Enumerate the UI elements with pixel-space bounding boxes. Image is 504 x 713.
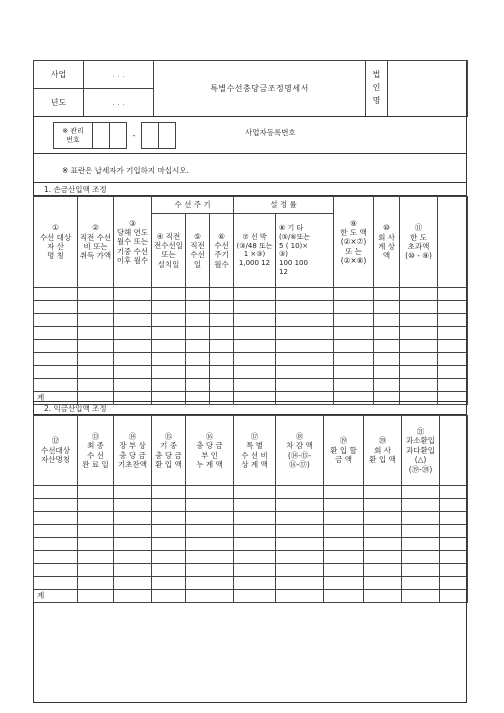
inclusion-cell[interactable] <box>364 525 402 538</box>
inclusion-cell[interactable] <box>402 577 440 590</box>
inclusion-cell[interactable] <box>78 512 114 525</box>
deduction-cell[interactable] <box>186 301 210 314</box>
year-label-top: 사업 <box>34 61 84 89</box>
deduction-cell[interactable] <box>234 379 276 392</box>
inclusion-cell[interactable] <box>324 512 364 525</box>
inclusion-cell[interactable] <box>34 538 78 551</box>
deduction-cell[interactable] <box>334 327 374 340</box>
inclusion-cell[interactable] <box>186 525 234 538</box>
deduction-cell[interactable] <box>186 366 210 379</box>
inclusion-cell[interactable] <box>324 525 364 538</box>
deduction-cell[interactable] <box>186 314 210 327</box>
col-asset-name: ① 수선 대상 자 산 명 칭 <box>34 197 78 288</box>
deduction-cell[interactable] <box>114 327 152 340</box>
col2-deducted: ⑱ 차 감 액 (⑭-⑮- ⑯-⑰) <box>276 416 324 486</box>
inclusion-row <box>34 512 468 525</box>
deduction-cell[interactable] <box>114 288 152 301</box>
deduction-cell[interactable] <box>334 379 374 392</box>
year-date-top[interactable]: . . . <box>84 61 154 89</box>
deduction-cell[interactable] <box>186 327 210 340</box>
inclusion-cell[interactable] <box>364 577 402 590</box>
deduction-cell[interactable] <box>78 340 114 353</box>
col-repair-day: ⑤ 직전 수선 일 <box>186 213 210 287</box>
col-cycle-months: ⑥ 수선 주기 월수 <box>210 213 234 287</box>
total-label: 계 <box>34 392 78 405</box>
inclusion-cell[interactable] <box>34 564 78 577</box>
deduction-cell[interactable] <box>374 340 400 353</box>
inclusion-cell[interactable] <box>234 564 276 577</box>
deduction-cell[interactable] <box>34 366 78 379</box>
deduction-cell[interactable] <box>400 301 438 314</box>
mgmt-number-cell-1[interactable] <box>93 123 110 149</box>
deduction-cell[interactable] <box>210 340 234 353</box>
col-prev-repair-date: ④ 직전 전수선일 또는 설치일 <box>152 213 186 287</box>
deduction-cell[interactable] <box>34 340 78 353</box>
inclusion-cell[interactable] <box>402 512 440 525</box>
inclusion-cell[interactable] <box>34 551 78 564</box>
deduction-cell[interactable] <box>400 353 438 366</box>
deduction-cell[interactable] <box>78 366 114 379</box>
deduction-cell[interactable] <box>210 366 234 379</box>
deduction-cell[interactable] <box>78 288 114 301</box>
inclusion-cell[interactable] <box>34 525 78 538</box>
deduction-cell[interactable] <box>114 366 152 379</box>
deduction-cell[interactable] <box>438 327 468 340</box>
deduction-cell[interactable] <box>34 314 78 327</box>
deduction-cell[interactable] <box>400 288 438 301</box>
deduction-cell[interactable] <box>334 353 374 366</box>
inclusion-cell[interactable] <box>324 538 364 551</box>
inclusion-cell[interactable] <box>152 499 186 512</box>
deduction-cell[interactable] <box>438 353 468 366</box>
inclusion-cell[interactable] <box>78 538 114 551</box>
deduction-cell[interactable] <box>152 314 186 327</box>
inclusion-cell[interactable] <box>34 486 78 499</box>
inclusion-cell[interactable] <box>440 551 468 564</box>
year-label-bottom: 년도 <box>34 89 84 117</box>
deduction-cell[interactable] <box>400 366 438 379</box>
deduction-cell[interactable] <box>78 379 114 392</box>
inclusion-cell[interactable] <box>276 525 324 538</box>
deduction-cell[interactable] <box>276 288 334 301</box>
inclusion-cell[interactable] <box>186 551 234 564</box>
deduction-cell[interactable] <box>276 379 334 392</box>
inclusion-cell[interactable] <box>402 538 440 551</box>
inclusion-cell[interactable] <box>402 564 440 577</box>
mgmt-number-dash: - <box>127 123 142 149</box>
inclusion-cell[interactable] <box>234 525 276 538</box>
inclusion-total-cell[interactable] <box>440 590 468 603</box>
deduction-cell[interactable] <box>34 288 78 301</box>
inclusion-cell[interactable] <box>114 577 152 590</box>
inclusion-cell[interactable] <box>276 486 324 499</box>
corp-name-label: 법 인 명 <box>366 61 388 117</box>
inclusion-row <box>34 538 468 551</box>
deduction-cell[interactable] <box>374 327 400 340</box>
deduction-cell[interactable] <box>78 327 114 340</box>
inclusion-cell[interactable] <box>276 512 324 525</box>
group-setting-rate: 설 정 률 <box>234 197 334 214</box>
inclusion-total-cell[interactable] <box>234 590 276 603</box>
inclusion-cell[interactable] <box>152 538 186 551</box>
inclusion-cell[interactable] <box>324 499 364 512</box>
inclusion-cell[interactable] <box>440 512 468 525</box>
deduction-cell[interactable] <box>334 314 374 327</box>
inclusion-cell[interactable] <box>114 551 152 564</box>
inclusion-cell[interactable] <box>276 499 324 512</box>
inclusion-cell[interactable] <box>440 486 468 499</box>
inclusion-cell[interactable] <box>364 486 402 499</box>
inclusion-cell[interactable] <box>234 486 276 499</box>
inclusion-cell[interactable] <box>440 538 468 551</box>
inclusion-row <box>34 551 468 564</box>
deduction-cell[interactable] <box>234 353 276 366</box>
inclusion-cell[interactable] <box>78 551 114 564</box>
deduction-cell[interactable] <box>34 353 78 366</box>
deduction-cell[interactable] <box>78 314 114 327</box>
deduction-cell[interactable] <box>276 353 334 366</box>
deduction-cell[interactable] <box>34 327 78 340</box>
deduction-cell[interactable] <box>152 353 186 366</box>
deduction-row <box>34 379 468 392</box>
deduction-cell[interactable] <box>210 327 234 340</box>
deduction-cell[interactable] <box>374 301 400 314</box>
deduction-cell[interactable] <box>438 314 468 327</box>
deduction-cell[interactable] <box>114 353 152 366</box>
form-title: 특별수선충당금조정명세서 <box>154 61 366 117</box>
inclusion-cell[interactable] <box>440 525 468 538</box>
inclusion-cell[interactable] <box>276 538 324 551</box>
deduction-cell[interactable] <box>210 288 234 301</box>
deduction-cell[interactable] <box>400 314 438 327</box>
inclusion-cell[interactable] <box>186 486 234 499</box>
inclusion-total-cell[interactable] <box>78 590 114 603</box>
inclusion-cell[interactable] <box>402 525 440 538</box>
mgmt-number-cell-2[interactable] <box>110 123 127 149</box>
col2-disallowed: ⑯ 충 당 금 부 인 누 계 액 <box>186 416 234 486</box>
year-date-bottom[interactable]: . . . <box>84 89 154 117</box>
deduction-cell[interactable] <box>438 379 468 392</box>
inclusion-total-cell[interactable] <box>402 590 440 603</box>
col2-book-balance: ⑭ 장 부 상 충 당 금 기초잔액 <box>114 416 152 486</box>
biz-reg-label: 사업자등록번호 <box>245 128 296 137</box>
corp-name-field[interactable] <box>388 61 468 117</box>
inclusion-cell[interactable] <box>234 577 276 590</box>
inclusion-cell[interactable] <box>152 564 186 577</box>
inclusion-cell[interactable] <box>152 551 186 564</box>
col-blank <box>438 197 468 288</box>
inclusion-total-cell[interactable] <box>324 590 364 603</box>
deduction-cell[interactable] <box>114 301 152 314</box>
deduction-cell[interactable] <box>374 379 400 392</box>
deduction-cell[interactable] <box>186 340 210 353</box>
deduction-row <box>34 366 468 379</box>
deduction-cell[interactable] <box>152 379 186 392</box>
deduction-cell[interactable] <box>276 314 334 327</box>
deduction-row <box>34 301 468 314</box>
deduction-cell[interactable] <box>114 340 152 353</box>
deduction-row <box>34 288 468 301</box>
col-ship-rate: ⑦ 선 박 (③/48 또는 1 ×③) 1,000 12 <box>234 213 276 287</box>
deduction-cell[interactable] <box>210 379 234 392</box>
inclusion-total-cell[interactable] <box>186 590 234 603</box>
mgmt-number-cell-3[interactable] <box>142 123 159 149</box>
deduction-cell[interactable] <box>34 301 78 314</box>
form-note: ※ 표란은 납세자가 기입하지 마십시오. <box>62 166 189 175</box>
deduction-cell[interactable] <box>114 379 152 392</box>
col-prev-repair-cost: ② 직전 수선 비 또는 취득 가액 <box>78 197 114 288</box>
deduction-cell[interactable] <box>186 379 210 392</box>
deduction-cell[interactable] <box>374 314 400 327</box>
inclusion-cell[interactable] <box>324 577 364 590</box>
inclusion-cell[interactable] <box>114 538 152 551</box>
inclusion-cell[interactable] <box>364 551 402 564</box>
inclusion-cell[interactable] <box>364 538 402 551</box>
deduction-cell[interactable] <box>334 340 374 353</box>
deduction-cell[interactable] <box>276 366 334 379</box>
deduction-cell[interactable] <box>152 340 186 353</box>
deduction-cell[interactable] <box>374 366 400 379</box>
inclusion-cell[interactable] <box>234 499 276 512</box>
deduction-cell[interactable] <box>186 288 210 301</box>
inclusion-cell[interactable] <box>364 499 402 512</box>
inclusion-cell[interactable] <box>152 525 186 538</box>
inclusion-cell[interactable] <box>402 499 440 512</box>
col-limit-amount: ⑨ 한 도 액 (②×⑦) 또 는 (②×⑧) <box>334 197 374 288</box>
inclusion-cell[interactable] <box>78 486 114 499</box>
mgmt-number-label: ※ 관리 번호 <box>54 123 93 149</box>
deduction-cell[interactable] <box>438 366 468 379</box>
col2-diff: ㉑ 과소환입 과다환입 (△) (⑲-⑳) <box>402 416 440 486</box>
col2-final-repair-date: ⑬ 최 종 수 선 완 료 일 <box>78 416 114 486</box>
group-repair-cycle: 수 선 주 기 <box>152 197 234 214</box>
inclusion-row <box>34 499 468 512</box>
section2-title: 2. 익금산입액 조정 <box>44 404 107 413</box>
deduction-row <box>34 314 468 327</box>
inclusion-cell[interactable] <box>186 564 234 577</box>
inclusion-cell[interactable] <box>34 577 78 590</box>
deduction-row <box>34 327 468 340</box>
inclusion-cell[interactable] <box>276 564 324 577</box>
col2-company-reversal: ⑳ 회 사 환 입 액 <box>364 416 402 486</box>
deduction-cell[interactable] <box>234 314 276 327</box>
deduction-cell[interactable] <box>234 288 276 301</box>
inclusion-cell[interactable] <box>186 538 234 551</box>
inclusion-total-cell[interactable] <box>152 590 186 603</box>
inclusion-cell[interactable] <box>234 551 276 564</box>
inclusion-total-cell[interactable] <box>114 590 152 603</box>
deduction-cell[interactable] <box>276 301 334 314</box>
inclusion-cell[interactable] <box>440 564 468 577</box>
inclusion-cell[interactable] <box>276 551 324 564</box>
inclusion-cell[interactable] <box>324 564 364 577</box>
inclusion-cell[interactable] <box>364 512 402 525</box>
mgmt-number-box <box>53 122 176 149</box>
col-company-booked: ⑩ 회 사 계 상 액 <box>374 197 400 288</box>
deduction-cell[interactable] <box>374 288 400 301</box>
col2-reversal-due: ⑲ 환 입 할 금 액 <box>324 416 364 486</box>
deduction-cell[interactable] <box>400 327 438 340</box>
deduction-cell[interactable] <box>152 301 186 314</box>
inclusion-cell[interactable] <box>152 512 186 525</box>
deduction-table <box>33 196 468 405</box>
mgmt-number-cell-4[interactable] <box>159 123 176 149</box>
inclusion-cell[interactable] <box>234 512 276 525</box>
deduction-cell[interactable] <box>400 379 438 392</box>
section1-title: 1. 손금산입액 조정 <box>44 185 107 194</box>
deduction-cell[interactable] <box>234 301 276 314</box>
deduction-cell[interactable] <box>234 340 276 353</box>
inclusion-cell[interactable] <box>324 551 364 564</box>
inclusion-cell[interactable] <box>402 486 440 499</box>
deduction-cell[interactable] <box>186 353 210 366</box>
deduction-cell[interactable] <box>334 288 374 301</box>
inclusion-cell[interactable] <box>152 577 186 590</box>
inclusion-cell[interactable] <box>186 512 234 525</box>
inclusion-cell[interactable] <box>186 577 234 590</box>
inclusion-cell[interactable] <box>78 499 114 512</box>
inclusion-row <box>34 525 468 538</box>
inclusion-cell[interactable] <box>364 564 402 577</box>
deduction-cell[interactable] <box>78 301 114 314</box>
inclusion-total-row <box>34 590 468 603</box>
deduction-cell[interactable] <box>374 353 400 366</box>
inclusion-cell[interactable] <box>78 577 114 590</box>
deduction-cell[interactable] <box>334 366 374 379</box>
inclusion-cell[interactable] <box>402 551 440 564</box>
inclusion-cell[interactable] <box>114 486 152 499</box>
col-excess-limit: ⑪ 한 도 초과액 (⑩ - ⑨) <box>400 197 438 288</box>
inclusion-row <box>34 564 468 577</box>
inclusion-cell[interactable] <box>440 499 468 512</box>
inclusion-row <box>34 486 468 499</box>
inclusion-cell[interactable] <box>324 486 364 499</box>
deduction-row <box>34 340 468 353</box>
inclusion-cell[interactable] <box>114 499 152 512</box>
total-label: 계 <box>34 590 78 603</box>
inclusion-cell[interactable] <box>114 525 152 538</box>
col2-reversal: ⑮ 기 중 충 당 금 환 입 액 <box>152 416 186 486</box>
inclusion-cell[interactable] <box>34 512 78 525</box>
inclusion-cell[interactable] <box>234 538 276 551</box>
inclusion-table <box>33 415 468 603</box>
deduction-cell[interactable] <box>234 366 276 379</box>
col-other-rate: ⑧ 기 타 (⑤/⑥또는 5 ( 10)× ③) 100 100 12 <box>276 213 334 287</box>
deduction-cell[interactable] <box>334 301 374 314</box>
deduction-cell[interactable] <box>210 314 234 327</box>
inclusion-cell[interactable] <box>152 486 186 499</box>
form-header <box>33 60 468 117</box>
inclusion-cell[interactable] <box>186 499 234 512</box>
deduction-cell[interactable] <box>210 301 234 314</box>
deduction-cell[interactable] <box>152 366 186 379</box>
deduction-cell[interactable] <box>400 340 438 353</box>
inclusion-cell[interactable] <box>114 512 152 525</box>
col2-offset: ⑰ 특 별 수 선 비 상 계 액 <box>234 416 276 486</box>
inclusion-cell[interactable] <box>78 525 114 538</box>
deduction-cell[interactable] <box>152 288 186 301</box>
inclusion-cell[interactable] <box>34 499 78 512</box>
deduction-row <box>34 353 468 366</box>
col-months: ③ 당해 연도 월수 또는 기중 수선 이후 월수 <box>114 197 152 288</box>
inclusion-total-cell[interactable] <box>364 590 402 603</box>
deduction-cell[interactable] <box>438 288 468 301</box>
col2-blank <box>440 416 468 486</box>
inclusion-cell[interactable] <box>440 577 468 590</box>
deduction-cell[interactable] <box>152 327 186 340</box>
deduction-cell[interactable] <box>276 340 334 353</box>
deduction-cell[interactable] <box>210 353 234 366</box>
deduction-cell[interactable] <box>438 340 468 353</box>
deduction-cell[interactable] <box>78 353 114 366</box>
inclusion-row <box>34 577 468 590</box>
inclusion-cell[interactable] <box>276 577 324 590</box>
inclusion-total-cell[interactable] <box>276 590 324 603</box>
inclusion-cell[interactable] <box>78 564 114 577</box>
deduction-cell[interactable] <box>234 327 276 340</box>
inclusion-cell[interactable] <box>114 564 152 577</box>
deduction-cell[interactable] <box>438 301 468 314</box>
deduction-cell[interactable] <box>34 379 78 392</box>
deduction-cell[interactable] <box>114 314 152 327</box>
col2-asset-name: ⑫ 수선대상 자산명칭 <box>34 416 78 486</box>
deduction-cell[interactable] <box>276 327 334 340</box>
